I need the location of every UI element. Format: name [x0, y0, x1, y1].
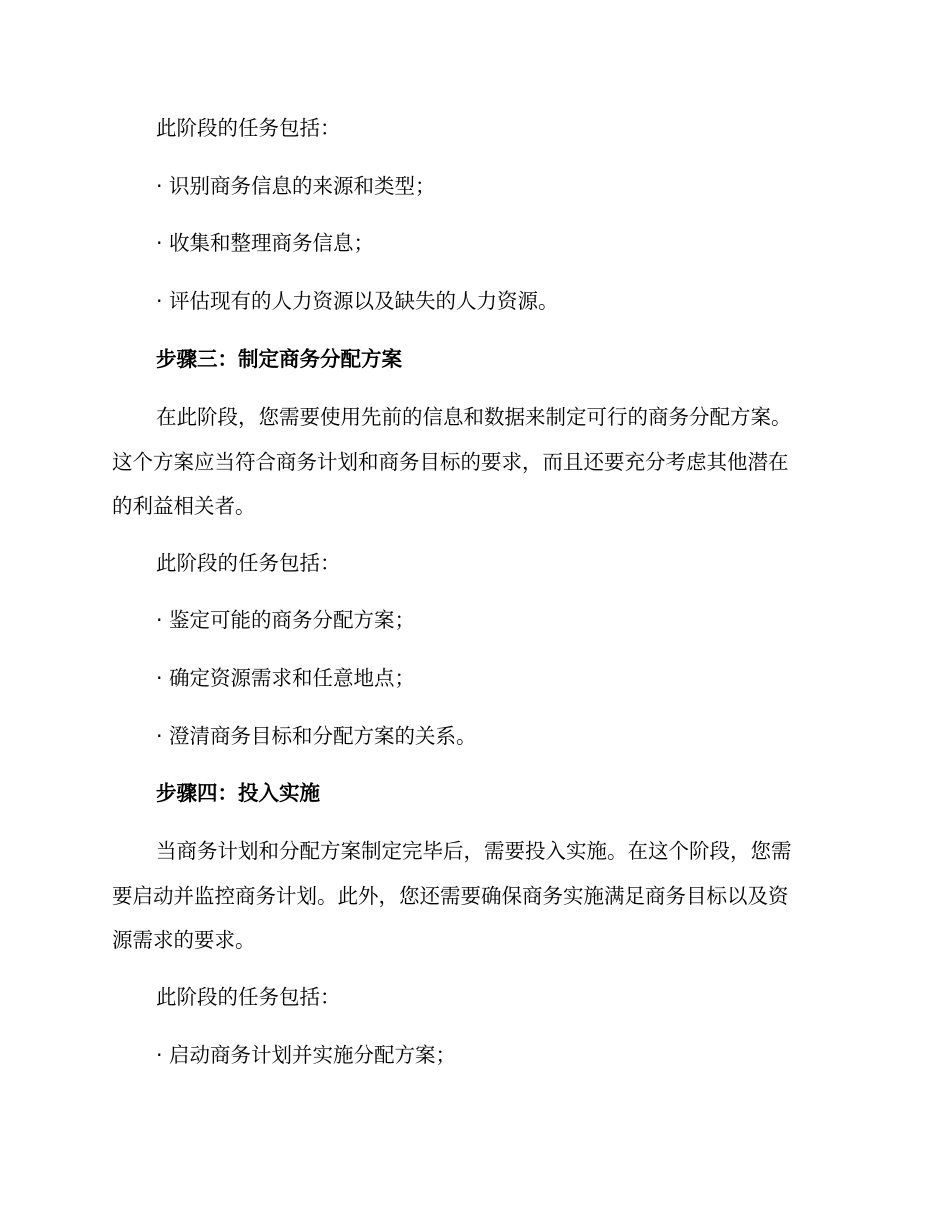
- paragraph-line: 要启动并监控商务计划。此外，您还需要确保商务实施满足商务目标以及资: [112, 884, 789, 908]
- task-intro-label: 此阶段的任务包括：: [156, 116, 341, 140]
- list-item: · 识别商务信息的来源和类型；: [156, 174, 436, 198]
- list-item: · 确定资源需求和任意地点；: [156, 666, 416, 690]
- paragraph-line: 这个方案应当符合商务计划和商务目标的要求，而且还要充分考虑其他潜在: [112, 450, 789, 474]
- paragraph-line: 源需求的要求。: [112, 928, 256, 952]
- list-item: · 评估现有的人力资源以及缺失的人力资源。: [156, 289, 559, 313]
- list-item: · 澄清商务目标和分配方案的关系。: [156, 724, 477, 748]
- paragraph-line: 当商务计划和分配方案制定完毕后，需要投入实施。在这个阶段，您需: [156, 839, 792, 863]
- list-item: · 鉴定可能的商务分配方案；: [156, 608, 416, 632]
- list-item: · 启动商务计划并实施分配方案；: [156, 1043, 457, 1067]
- list-item: · 收集和整理商务信息；: [156, 231, 375, 255]
- section-heading-step4: 步骤四：投入实施: [156, 781, 320, 805]
- paragraph-line: 在此阶段，您需要使用先前的信息和数据来制定可行的商务分配方案。: [156, 405, 792, 429]
- section-heading-step3: 步骤三：制定商务分配方案: [156, 347, 402, 371]
- task-intro-label: 此阶段的任务包括：: [156, 551, 341, 575]
- paragraph-line: 的利益相关者。: [112, 494, 256, 518]
- task-intro-label: 此阶段的任务包括：: [156, 985, 341, 1009]
